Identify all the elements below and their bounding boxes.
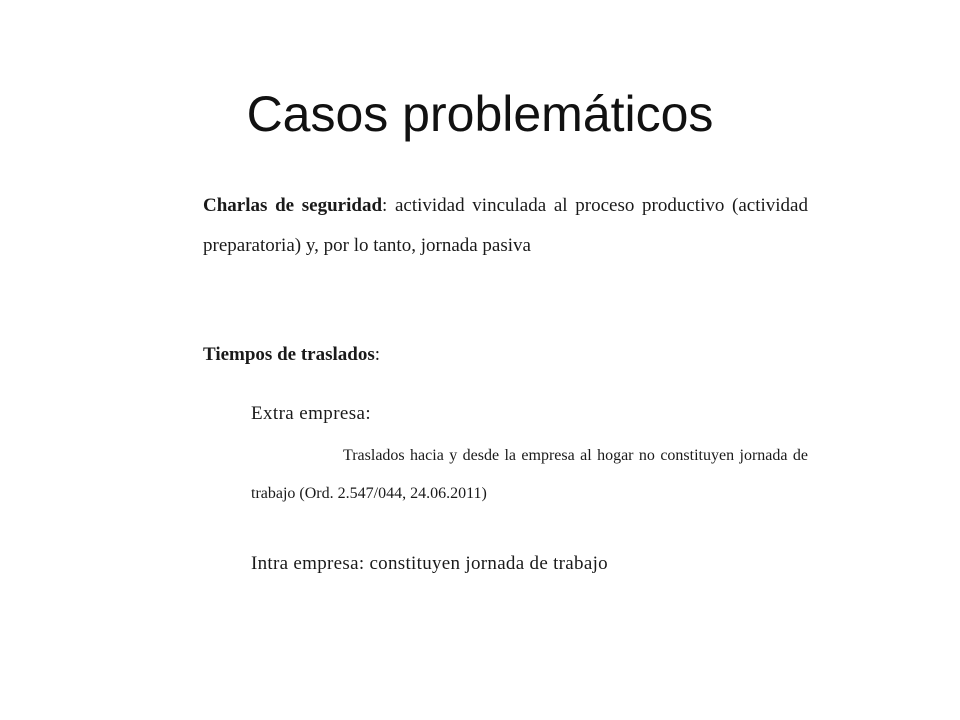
- charlas-paragraph: [203, 186, 808, 266]
- intra-empresa-line: Intra empresa: constituyen jornada de trabajo: [251, 553, 608, 574]
- extra-empresa-detail-text: Traslados hacia y desde la empresa al hogar no constituyen jornada de trabajo (Ord. 2.547/044, 24.06.2011): [251, 447, 808, 502]
- tiempos-term: Tiempos de traslados: [203, 344, 375, 365]
- charlas-colon: :: [382, 195, 388, 216]
- extra-empresa-heading: Extra empresa:: [251, 403, 372, 424]
- extra-empresa-detail: [251, 437, 808, 513]
- tiempos-colon: :: [374, 344, 381, 365]
- tiempos-heading: [203, 339, 808, 371]
- charlas-text: actividad vinculada al proceso productivo (actividad preparatoria) y, por lo tanto, jornada pasiva: [203, 195, 808, 256]
- slide-title: Casos problemáticos: [246, 86, 714, 142]
- charlas-term: Charlas de seguridad: [203, 195, 383, 216]
